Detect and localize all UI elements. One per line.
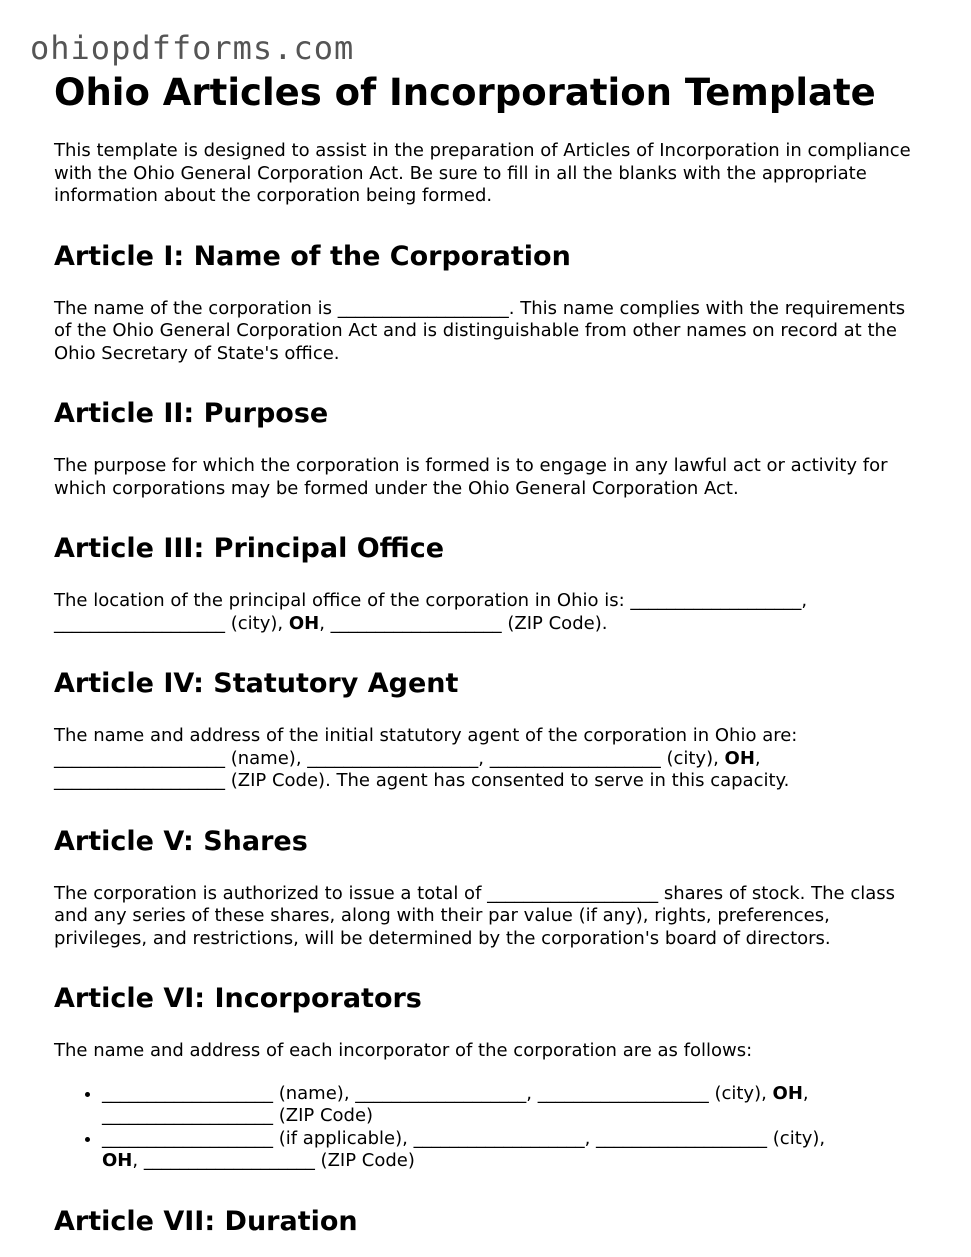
text: (name), — [225, 747, 308, 769]
name-blank: ___________________ — [102, 1127, 273, 1149]
text: The corporation is authorized to issue a total of — [54, 882, 488, 904]
street-blank: ___________________ — [307, 747, 479, 769]
state-abbr: OH — [288, 612, 320, 634]
text: shares of stock. The class and any series of these shares, along with their par value (if any), rights, preferences, privileges, and restrictions, will be determined by the corporation's board of directors. — [54, 882, 896, 949]
city-blank: ___________________ — [537, 1082, 709, 1104]
list-item: • ___________________ (if applicable), ___________________, ___________________ (city), OH, ___________________ (ZIP Code) — [102, 1128, 924, 1173]
text: (name), — [273, 1082, 356, 1104]
text: (ZIP Code). — [501, 612, 608, 634]
text: The name of the corporation is — [54, 297, 338, 319]
zip-blank: ___________________ — [330, 612, 502, 634]
text: The name and address of the initial statutory agent of the corporation in Ohio are: — [54, 725, 798, 746]
article-6-body: The name and address of each incorporator of the corporation are as follows: — [54, 1040, 753, 1061]
zip-blank: ___________________ — [102, 1105, 273, 1126]
name-blank: ___________________ — [102, 1082, 273, 1104]
state-abbr: OH — [102, 1150, 133, 1171]
zip-blank: ___________________ — [143, 1150, 315, 1171]
text: (city), — [708, 1082, 773, 1104]
list-item: • ___________________ (name), ___________________, ___________________ (city), OH, ___________________ (ZIP Code) — [102, 1083, 924, 1128]
text: (city), — [660, 747, 725, 769]
city-blank: ___________________ — [54, 612, 225, 634]
text: (city), — [767, 1127, 826, 1149]
article-6-heading: Article VI: Incorporators — [54, 983, 422, 1014]
city-blank: ___________________ — [489, 747, 661, 769]
page-title: Ohio Articles of Incorporation Template — [54, 71, 876, 114]
shares-blank: ___________________ — [487, 882, 659, 904]
street-blank: ___________________ — [355, 1082, 527, 1104]
text: (ZIP Code) — [273, 1105, 374, 1126]
text: (if applicable), — [273, 1127, 414, 1149]
article-2-body: The purpose for which the corporation is formed is to engage in any lawful act or activity for which corporations may be formed under the Ohio General Corporation Act. — [54, 455, 888, 499]
text: (ZIP Code). The agent has consented to serve in this capacity. — [225, 770, 790, 791]
article-3-heading: Article III: Principal Office — [54, 533, 445, 564]
street-blank: ___________________ — [413, 1127, 585, 1149]
incorporator-list — [54, 1083, 924, 1173]
article-3-body: The location of the principal office of the corporation in Ohio is: ___________________, ___________________ (city), OH, ___________________ (ZIP Code). — [54, 590, 808, 634]
article-1-body — [54, 298, 924, 366]
zip-blank: ___________________ — [54, 770, 225, 791]
agent-name-blank: ___________________ — [54, 747, 225, 769]
document-page — [54, 70, 924, 1239]
text: (city), — [225, 612, 289, 634]
corporation-name-blank: ___________________ — [337, 297, 509, 319]
article-4-heading: Article IV: Statutory Agent — [54, 668, 459, 699]
city-blank: ___________________ — [596, 1127, 768, 1149]
state-abbr: OH — [724, 747, 755, 769]
state-abbr: OH — [772, 1082, 803, 1104]
text: (ZIP Code) — [314, 1150, 415, 1171]
article-4-body: The name and address of the initial statutory agent of the corporation in Ohio are: ___________________ (name), ___________________, ___________________ (city), OH, ___________________ (ZIP Code). The agent has consented to serve in this capacity. — [54, 725, 798, 791]
text: The location of the principal office of the corporation in Ohio is: — [54, 590, 631, 611]
article-5-body — [54, 883, 924, 951]
watermark: ohiopdfforms.com — [30, 29, 355, 67]
article-2-heading: Article II: Purpose — [54, 398, 329, 429]
text: . This name complies with the requirements of the Ohio General Corporation Act and is distinguishable from other names on record at the Ohio Secretary of State's office. — [54, 297, 906, 364]
article-7-heading: Article VII: Duration — [54, 1205, 358, 1237]
article-5-heading: Article V: Shares — [54, 825, 308, 857]
article-1-heading: Article I: Name of the Corporation — [54, 240, 571, 272]
intro-paragraph: This template is designed to assist in the preparation of Articles of Incorporation in compliance with the Ohio General Corporation Act. Be sure to fill in all the blanks with the appropriate information about the corporation being formed. — [54, 140, 911, 206]
street-blank: ___________________ — [630, 590, 802, 611]
